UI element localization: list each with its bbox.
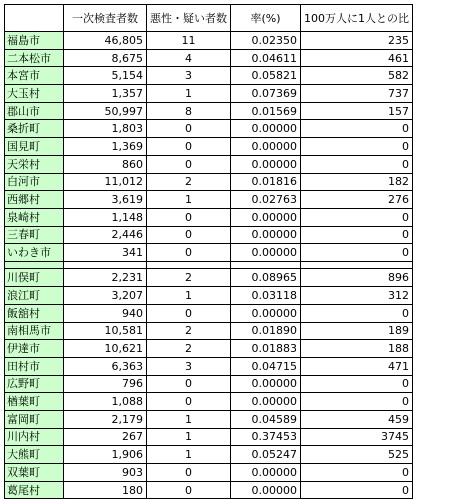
- screened-count-cell[interactable]: 3,619: [64, 191, 147, 209]
- table-body: [5, 5, 413, 499]
- screened-count-cell[interactable]: 10,581: [64, 322, 147, 340]
- rate-cell[interactable]: 0.01816: [231, 173, 301, 191]
- ratio-cell[interactable]: 182: [301, 173, 413, 191]
- table-row: [5, 102, 413, 120]
- municipality-cell[interactable]: 桑折町: [5, 120, 64, 138]
- rate-cell[interactable]: 0.00000: [231, 464, 301, 482]
- ratio-cell[interactable]: 0: [301, 375, 413, 393]
- screened-count-cell[interactable]: 180: [64, 481, 147, 499]
- municipality-cell[interactable]: 田村市: [5, 357, 64, 375]
- municipality-cell[interactable]: 泉崎村: [5, 208, 64, 226]
- rate-cell[interactable]: 0.00000: [231, 304, 301, 322]
- municipality-cell[interactable]: 二本松市: [5, 49, 64, 67]
- rate-cell[interactable]: 0.08965: [231, 269, 301, 287]
- ratio-cell[interactable]: 461: [301, 49, 413, 67]
- table-row: [5, 269, 413, 287]
- ratio-cell[interactable]: 3745: [301, 428, 413, 446]
- ratio-cell[interactable]: 737: [301, 85, 413, 103]
- screened-count-cell[interactable]: 46,805: [64, 32, 147, 50]
- municipality-cell[interactable]: 国見町: [5, 138, 64, 156]
- screened-count-cell[interactable]: 2,179: [64, 410, 147, 428]
- malignant-count-cell[interactable]: 0: [147, 208, 231, 226]
- municipality-cell[interactable]: いわき市: [5, 244, 64, 262]
- ratio-cell[interactable]: 235: [301, 32, 413, 50]
- screened-count-cell[interactable]: 2,446: [64, 226, 147, 244]
- screened-count-cell[interactable]: 3,207: [64, 287, 147, 305]
- municipality-cell[interactable]: 飯舘村: [5, 304, 64, 322]
- screened-count-cell[interactable]: 1,088: [64, 393, 147, 411]
- screened-count-cell[interactable]: 341: [64, 244, 147, 262]
- screened-count-cell[interactable]: 2,231: [64, 269, 147, 287]
- rate-cell[interactable]: 0.03118: [231, 287, 301, 305]
- screened-count-cell[interactable]: 903: [64, 464, 147, 482]
- ratio-cell[interactable]: 276: [301, 191, 413, 209]
- ratio-cell[interactable]: 0: [301, 155, 413, 173]
- malignant-count-cell[interactable]: 1: [147, 85, 231, 103]
- rate-cell[interactable]: 0.04715: [231, 357, 301, 375]
- malignant-count-cell[interactable]: 0: [147, 393, 231, 411]
- rate-cell[interactable]: 0.04589: [231, 410, 301, 428]
- malignant-count-cell[interactable]: 3: [147, 357, 231, 375]
- ratio-cell[interactable]: 0: [301, 120, 413, 138]
- ratio-cell[interactable]: 0: [301, 226, 413, 244]
- rate-cell[interactable]: 0.02350: [231, 32, 301, 50]
- municipality-cell[interactable]: 郡山市: [5, 102, 64, 120]
- table-row: [5, 287, 413, 305]
- ratio-cell[interactable]: 0: [301, 244, 413, 262]
- malignant-count-cell[interactable]: 1: [147, 428, 231, 446]
- municipality-cell[interactable]: 伊達市: [5, 340, 64, 358]
- municipality-cell[interactable]: 双葉町: [5, 464, 64, 482]
- malignant-count-cell[interactable]: 0: [147, 375, 231, 393]
- ratio-cell[interactable]: 0: [301, 304, 413, 322]
- malignant-count-cell[interactable]: 2: [147, 269, 231, 287]
- municipality-cell[interactable]: 本宮市: [5, 67, 64, 85]
- rate-cell[interactable]: 0.04611: [231, 49, 301, 67]
- rate-cell[interactable]: 0.00000: [231, 138, 301, 156]
- rate-cell[interactable]: 0.00000: [231, 244, 301, 262]
- malignant-count-cell[interactable]: 0: [147, 244, 231, 262]
- malignant-count-cell[interactable]: 3: [147, 67, 231, 85]
- screened-count-cell[interactable]: 1,803: [64, 120, 147, 138]
- malignant-count-cell[interactable]: 1: [147, 446, 231, 464]
- table-row: [5, 32, 413, 50]
- municipality-cell[interactable]: 広野町: [5, 375, 64, 393]
- table-row: [5, 410, 413, 428]
- screened-count-cell[interactable]: 1,357: [64, 85, 147, 103]
- screened-count-cell[interactable]: 8,675: [64, 49, 147, 67]
- rate-cell[interactable]: 0.05821: [231, 67, 301, 85]
- malignant-count-cell[interactable]: 0: [147, 464, 231, 482]
- ratio-cell[interactable]: 188: [301, 340, 413, 358]
- municipality-cell[interactable]: 三春町: [5, 226, 64, 244]
- table-row: [5, 357, 413, 375]
- rate-cell[interactable]: 0.07369: [231, 85, 301, 103]
- rate-cell[interactable]: 0.01883: [231, 340, 301, 358]
- screened-count-cell[interactable]: 1,148: [64, 208, 147, 226]
- ratio-cell[interactable]: 0: [301, 208, 413, 226]
- rate-cell[interactable]: 0.00000: [231, 120, 301, 138]
- header-cell-blank[interactable]: [5, 5, 64, 32]
- rate-cell[interactable]: 0.01890: [231, 322, 301, 340]
- spacer-cell[interactable]: [231, 261, 301, 269]
- screened-count-cell[interactable]: 1,369: [64, 138, 147, 156]
- ratio-cell[interactable]: 459: [301, 410, 413, 428]
- screened-count-cell[interactable]: 860: [64, 155, 147, 173]
- table-row: [5, 393, 413, 411]
- screened-count-cell[interactable]: 6,363: [64, 357, 147, 375]
- table-row: [5, 446, 413, 464]
- municipality-cell[interactable]: 天栄村: [5, 155, 64, 173]
- table-row: [5, 49, 413, 67]
- screened-count-cell[interactable]: 10,621: [64, 340, 147, 358]
- table-row: [5, 340, 413, 358]
- malignant-count-cell[interactable]: 0: [147, 120, 231, 138]
- table-row: [5, 138, 413, 156]
- malignant-count-cell[interactable]: 4: [147, 49, 231, 67]
- ratio-cell[interactable]: 525: [301, 446, 413, 464]
- ratio-cell[interactable]: 157: [301, 102, 413, 120]
- table-row: [5, 226, 413, 244]
- header-cell-rate[interactable]: 率(%): [231, 5, 301, 32]
- municipality-cell[interactable]: 西郷村: [5, 191, 64, 209]
- rate-cell[interactable]: 0.00000: [231, 481, 301, 499]
- screened-count-cell[interactable]: 11,012: [64, 173, 147, 191]
- municipality-cell[interactable]: 浪江町: [5, 287, 64, 305]
- screened-count-cell[interactable]: 50,997: [64, 102, 147, 120]
- table-row: [5, 304, 413, 322]
- screened-count-cell[interactable]: 5,154: [64, 67, 147, 85]
- table-row: [5, 120, 413, 138]
- municipality-table: [4, 4, 413, 499]
- table-row: [5, 155, 413, 173]
- ratio-cell[interactable]: 0: [301, 393, 413, 411]
- municipality-cell[interactable]: 川内村: [5, 428, 64, 446]
- malignant-count-cell[interactable]: 2: [147, 173, 231, 191]
- municipality-cell[interactable]: 川俣町: [5, 269, 64, 287]
- rate-cell[interactable]: 0.37453: [231, 428, 301, 446]
- municipality-cell[interactable]: 福島市: [5, 32, 64, 50]
- header-row: [5, 5, 413, 32]
- rate-cell[interactable]: 0.00000: [231, 393, 301, 411]
- screened-count-cell[interactable]: 940: [64, 304, 147, 322]
- municipality-cell[interactable]: 白河市: [5, 173, 64, 191]
- table-row: [5, 67, 413, 85]
- ratio-cell[interactable]: 312: [301, 287, 413, 305]
- malignant-count-cell[interactable]: 0: [147, 304, 231, 322]
- screened-count-cell[interactable]: 1,906: [64, 446, 147, 464]
- ratio-cell[interactable]: 0: [301, 138, 413, 156]
- municipality-cell[interactable]: 富岡町: [5, 410, 64, 428]
- rate-cell[interactable]: 0.02763: [231, 191, 301, 209]
- malignant-count-cell[interactable]: 0: [147, 138, 231, 156]
- municipality-cell[interactable]: 南相馬市: [5, 322, 64, 340]
- municipality-cell[interactable]: 大熊町: [5, 446, 64, 464]
- header-cell-screened[interactable]: 一次検査者数: [64, 5, 147, 32]
- malignant-count-cell[interactable]: 2: [147, 340, 231, 358]
- malignant-count-cell[interactable]: 1: [147, 410, 231, 428]
- table-row: [5, 322, 413, 340]
- malignant-count-cell[interactable]: 2: [147, 322, 231, 340]
- rate-cell[interactable]: 0.05247: [231, 446, 301, 464]
- rate-cell[interactable]: 0.00000: [231, 375, 301, 393]
- malignant-count-cell[interactable]: 1: [147, 287, 231, 305]
- table-row: [5, 191, 413, 209]
- ratio-cell[interactable]: 896: [301, 269, 413, 287]
- spacer-row: [5, 261, 413, 269]
- malignant-count-cell[interactable]: 8: [147, 102, 231, 120]
- ratio-cell[interactable]: 582: [301, 67, 413, 85]
- header-cell-ratio[interactable]: 100万人に1人との比: [301, 5, 413, 32]
- rate-cell[interactable]: 0.00000: [231, 208, 301, 226]
- spacer-cell[interactable]: [64, 261, 147, 269]
- ratio-cell[interactable]: 189: [301, 322, 413, 340]
- municipality-cell[interactable]: 葛尾村: [5, 481, 64, 499]
- malignant-count-cell[interactable]: 0: [147, 481, 231, 499]
- table-row: [5, 375, 413, 393]
- rate-cell[interactable]: 0.00000: [231, 226, 301, 244]
- table-row: [5, 173, 413, 191]
- table-row: [5, 208, 413, 226]
- header-cell-malignant[interactable]: 悪性・疑い者数: [147, 5, 231, 32]
- table-row: [5, 464, 413, 482]
- spacer-cell[interactable]: [5, 261, 64, 269]
- malignant-count-cell[interactable]: 11: [147, 32, 231, 50]
- table-row: [5, 481, 413, 499]
- table-row: [5, 428, 413, 446]
- malignant-count-cell[interactable]: 0: [147, 226, 231, 244]
- municipality-cell[interactable]: 大玉村: [5, 85, 64, 103]
- ratio-cell[interactable]: 471: [301, 357, 413, 375]
- rate-cell[interactable]: 0.00000: [231, 155, 301, 173]
- municipality-cell[interactable]: 楢葉町: [5, 393, 64, 411]
- screened-count-cell[interactable]: 267: [64, 428, 147, 446]
- rate-cell[interactable]: 0.01569: [231, 102, 301, 120]
- spacer-cell[interactable]: [301, 261, 413, 269]
- spacer-cell[interactable]: [147, 261, 231, 269]
- malignant-count-cell[interactable]: 1: [147, 191, 231, 209]
- table-row: [5, 244, 413, 262]
- ratio-cell[interactable]: 0: [301, 481, 413, 499]
- screened-count-cell[interactable]: 796: [64, 375, 147, 393]
- table-row: [5, 85, 413, 103]
- malignant-count-cell[interactable]: 0: [147, 155, 231, 173]
- ratio-cell[interactable]: 0: [301, 464, 413, 482]
